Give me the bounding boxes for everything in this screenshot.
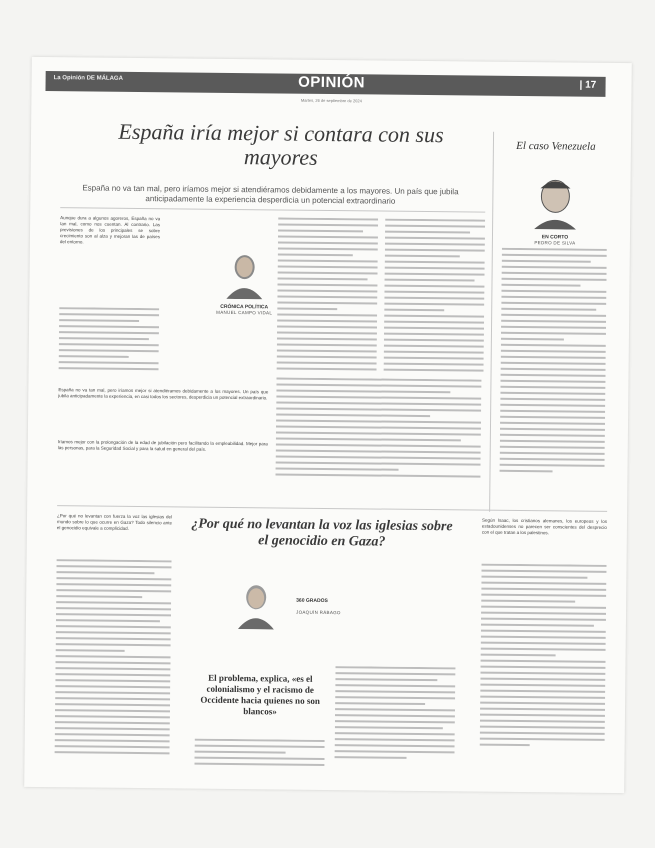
page-number: | 17 — [579, 79, 597, 91]
author-portrait-icon — [224, 249, 265, 299]
article1-para2: España no va tan mal, pero iríamos mejor si atendiéramos debidamente a los mayores. Un país que jubila anticipadamente la experiencia, en casi todos los sectores, desperdicia un potencial extraordinario. — [58, 387, 269, 401]
sidebar-body-lines — [499, 248, 607, 499]
article2-body-lines — [334, 666, 455, 767]
sidebar-headline: El caso Venezuela — [516, 139, 596, 153]
article2-headline: ¿Por qué no levantan la voz las iglesias sobre el genocidio en Gaza? — [191, 516, 453, 550]
sidebar-column-tag: EN CORTO — [541, 234, 569, 241]
newspaper-page — [24, 57, 632, 793]
article1-subhead: España no va tan mal, pero iríamos mejor si atendiéramos debidamente a los mayores. Un país que jubila anticipadamente la experiencia desperdicia un potencial extraordinario — [82, 183, 459, 206]
article1-body-lines — [275, 377, 481, 484]
article1-author: MANUEL CAMPO VIDAL — [216, 309, 273, 316]
article1-para3: Iríamos mejor con la prolongación de la edad de jubilación pero facilitando la empleabilidad. Mejor para las personas, para la Seguridad Social y para la salud en general del país. — [57, 439, 268, 452]
author-portrait-icon — [236, 579, 277, 629]
sidebar-byline — [520, 174, 591, 246]
sidebar-author: PEDRO DE SILVA — [534, 240, 576, 246]
article2-column-tag: 360 GRADOS — [296, 597, 328, 605]
section-title: OPINIÓN — [298, 73, 366, 92]
article2-body-lines — [479, 564, 606, 765]
article2-author: JOAQUÍN RÁBAGO — [296, 609, 341, 616]
article2-body-lines — [194, 739, 324, 770]
article1-body-lines — [276, 217, 378, 378]
article1-para1: Aunque dura a algunos agoreros, España no va tan mal, como nos cuentan. Al contrario. Las previsiones de los principales se sobre crecimiento son al alza y mejoran las de países del entorno. — [59, 215, 161, 245]
author-caricature-icon — [530, 174, 581, 230]
issue-date: Martes, 26 de septiembre de 2024 — [300, 97, 362, 104]
section-divider — [57, 505, 607, 512]
article1-byline — [199, 249, 290, 316]
article2-body-lines — [54, 559, 171, 760]
article1-body-lines — [58, 307, 159, 378]
article1-headline: España iría mejor si contara con sus mayores — [118, 118, 444, 170]
article2-para1: ¿Por qué no levantan con fuerza la voz las iglesias del mundo sobre lo que ocurre en Gaza? Todo silencio ante el genocidio equivale a complicidad. — [56, 513, 173, 531]
article1-body-lines — [383, 219, 485, 380]
article2-byline — [236, 579, 397, 641]
article2-para2: Según Isaac, los cristianos alemanes, los europeos y los estadounidenses no parecen ser conscientes del desprecio con el que tratan a los palestinos. — [481, 517, 608, 536]
divider — [60, 207, 485, 212]
article2-pull-quote: El problema, explica, «es el colonialismo y el racismo de Occidente hacia quienes no son blancos» — [200, 672, 320, 717]
column-divider — [489, 132, 494, 512]
article1-column-tag: CRÓNICA POLÍTICA — [220, 303, 269, 311]
masthead: La Opinión DE MÁLAGA — [53, 75, 123, 82]
